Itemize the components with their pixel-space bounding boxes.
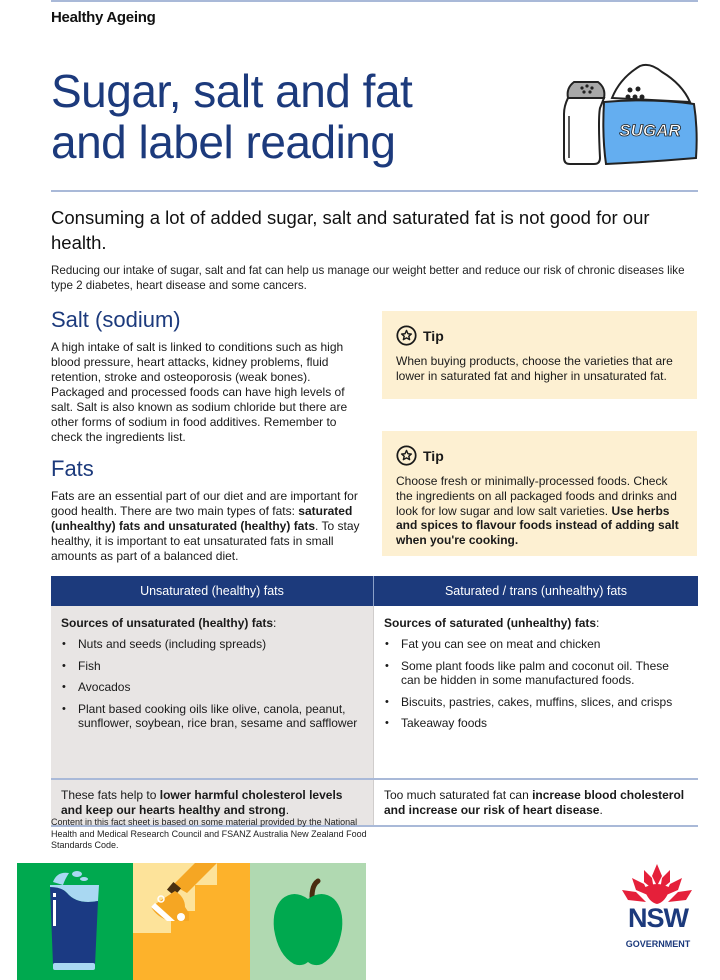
page-title — [51, 66, 531, 168]
tip-body — [396, 474, 683, 548]
saturated-effect-cell — [374, 780, 698, 825]
intro-paragraph: Reducing our intake of sugar, salt and fat can help us manage our weight better and reduce our risk of chronic diseases like type 2 diabetes, heart disease and some cancers. — [51, 264, 685, 292]
effect-text-end: . — [599, 803, 603, 817]
waratah-icon — [614, 862, 700, 906]
list-item: • Takeaway foods — [384, 716, 688, 731]
green-apple-icon — [250, 863, 366, 980]
svg-text:SUGAR: SUGAR — [619, 121, 681, 140]
tip-title: Tip — [423, 447, 444, 464]
tip-box-1 — [382, 311, 697, 399]
fats-paragraph — [51, 489, 361, 564]
effect-text: Too much saturated fat can — [384, 788, 533, 802]
column-header-saturated: Saturated / trans (unhealthy) fats — [444, 584, 628, 598]
header-divider — [51, 190, 698, 192]
salt-paragraph: A high intake of salt is linked to conditions such as high blood pressure, heart attacks, kidney problems, fluid retention, stroke and osteoporosis (weak bones). Packaged and processed foods can have high levels of salt. Salt is also known as sodium chloride but there are other forms of sodium in food additives. Remember to check the ingredients list. — [51, 340, 348, 444]
tip-box-2 — [382, 431, 697, 556]
list-item: • Fish — [61, 659, 363, 674]
saturated-sources-cell — [374, 606, 698, 778]
lead-paragraph: Consuming a lot of added sugar, salt and saturated fat is not good for our health. — [51, 207, 650, 253]
fats-bold-text: saturated (unhealthy) fats and unsaturated (healthy) fats — [51, 504, 353, 533]
source-credit: Content in this fact sheet is based on some material provided by the National Health and Medical Research Council and FSANZ Australia New Zealand Food Standards Code. — [51, 817, 367, 850]
table-header — [51, 576, 698, 606]
unsaturated-sources-title — [61, 616, 363, 630]
tip-text: Choose fresh or minimally-processed foods. Check the ingredients on all packaged foods and drinks and look for low sugar and low salt varieties. — [396, 474, 677, 518]
illustration-banner — [17, 863, 366, 980]
tip-body — [396, 354, 683, 384]
effect-text: These fats help to — [61, 788, 160, 802]
tip-bold-text: Use herbs and spices to flavour foods instead of adding salt when you're cooking. — [396, 503, 679, 548]
colon: : — [596, 616, 600, 630]
effect-bold-text: increase blood cholesterol and increase our risk of heart disease — [384, 788, 685, 817]
colon: : — [273, 616, 277, 630]
nsw-wordmark: NSW — [628, 903, 688, 933]
effect-text-end: . — [285, 803, 290, 817]
list-item: • Biscuits, pastries, cakes, muffins, slices, and crisps — [384, 695, 688, 710]
fats-comparison-table — [51, 576, 698, 827]
list-item: • Some plant foods like palm and coconut oil. These can be hidden in some manufactured foods. — [384, 659, 688, 688]
tip-title: Tip — [423, 327, 444, 344]
list-item: • Nuts and seeds (including spreads) — [61, 637, 363, 652]
column-header-unsaturated: Unsaturated (healthy) fats — [51, 576, 374, 606]
glass-of-water-icon — [17, 863, 133, 980]
list-item: • Plant based cooking oils like olive, canola, peanut, sunflower, soybean, rice bran, sesame and safflower — [61, 702, 363, 731]
title-line-1: Sugar, salt and fat — [51, 65, 413, 117]
fats-text: Fats are an essential part of our diet and are important for good health. There are two main types of fats: — [51, 489, 358, 518]
salt-heading: Salt (sodium) — [51, 307, 181, 332]
shoe-climbing-stairs-icon — [133, 863, 249, 980]
sources-title-text: Sources of unsaturated (healthy) fats — [61, 616, 274, 630]
top-rule — [51, 0, 698, 2]
fats-text-end: . To stay healthy, it is important to eat unsaturated fats in small amounts as part of a balanced diet. — [51, 519, 360, 563]
list-item: • Fat you can see on meat and chicken — [384, 637, 688, 652]
star-circle-icon — [396, 445, 417, 466]
government-wordmark: GOVERNMENT — [625, 939, 691, 949]
star-circle-icon — [396, 325, 417, 346]
sources-title-text: Sources of saturated (unhealthy) fats — [384, 616, 597, 630]
salt-shaker-and-sugar-bag-icon — [560, 58, 702, 170]
list-item: • Avocados — [61, 680, 363, 695]
saturated-sources-title — [384, 616, 688, 630]
effect-bold-text: lower harmful cholesterol levels and keep our hearts healthy and strong — [61, 788, 343, 817]
unsaturated-sources-cell — [51, 606, 374, 778]
table-row-sources — [51, 606, 698, 780]
fats-heading: Fats — [51, 456, 94, 481]
unsaturated-sources-list — [61, 637, 363, 731]
tip-text: When buying products, choose the varieties that are lower in saturated fat and higher in unsaturated fat. — [396, 354, 673, 383]
title-line-2: and label reading — [51, 116, 396, 168]
section-label: Healthy Ageing — [51, 9, 156, 26]
saturated-sources-list — [384, 637, 688, 731]
